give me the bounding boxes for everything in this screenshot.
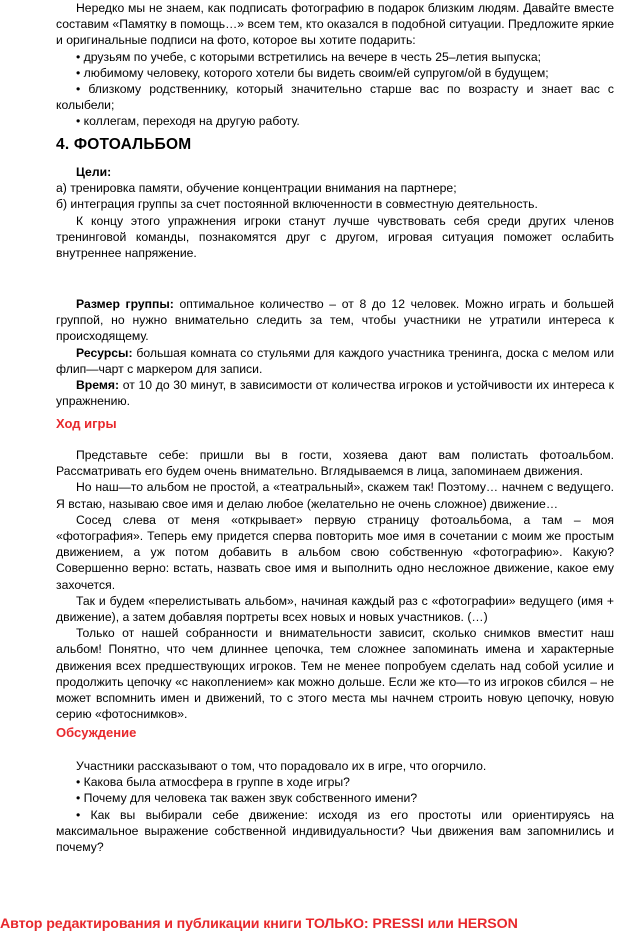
intro-bullet: • любимому человеку, которого хотели бы видеть своим/ей супругом/ой в будущем; [76,65,549,80]
game-paragraph: Представьте себе: пришли вы в гости, хозяева дают вам полистать фотоальбом. Рассматривать его будем очень внимательно. Вглядываемся в лица, запоминаем движения. [56,448,614,479]
discussion-block [56,758,614,855]
group-size [56,296,614,345]
intro-paragraph: Нередко мы не знаем, как подписать фотографию в подарок близким людям. Давайте вместе составим «Памятку в помощь…» всем тем, кто оказался в подобной ситуации. Предложите яркие и оригинальные подписи на фото, которое вы хотите подарить: [56,1,614,48]
intro-bullet: • близкому родственнику, который значительно старше вас по возрасту и знает вас с колыбели; [56,82,614,113]
intro-bullet: • коллегам, переходя на другую работу. [76,114,300,129]
group-size-label: Размер группы: [76,297,174,311]
discussion-intro: Участники рассказывают о том, что порадовало их в игре, что огорчило. [76,759,487,773]
goals-label: Цели: [76,165,112,179]
goals-paragraph: К концу этого упражнения игроки станут лучше чувствовать себя среди других членов тренинговой команды, познакомятся друг с другом, игровая ситуация поможет ослабить внутреннее напряжение. [56,213,614,261]
game-block [56,447,614,722]
resources-label: Ресурсы: [76,345,133,360]
time [56,377,614,409]
game-heading: Ход игры [56,416,117,431]
goals-block [56,164,614,261]
requirements-block [56,296,614,409]
game-paragraph: Но наш—то альбом не простой, а «театральный», скажем так! Поэтому… начнем с ведущего. Я встаю, называю свое имя и делаю любое (желательно не очень сложное) движение… [56,480,614,511]
group-size-text: оптимальное количество – от 8 до 12 человек. Можно играть и большей группой, но нужно внимательно следить за тем, чтобы участники не утратили интереса к происходящему. [56,297,614,344]
section-title: 4. ФОТОАЛЬБОМ [56,136,192,153]
resources [56,345,614,377]
intro-block [56,0,614,130]
intro-bullet: • друзьям по учебе, с которыми встретились на вечере в честь 25–летия выпуска; [76,49,542,64]
goal-item: б) интеграция группы за счет постоянной включенности в совместную деятельность. [56,197,538,212]
game-paragraph: Сосед слева от меня «открывает» первую страницу фотоальбома, а там – моя «фотография». Теперь ему придется сперва повторить мое имя в сочетании с моим же простым движением, а уж потом добавить в альбом свою собственную «фотографию». Какую? Совершенно верно: встать, назвать свое имя и выполнить одно несложное движение, какое ему захочется. [56,512,614,592]
resources-text: большая комната со стульями для каждого участника тренинга, доска с мелом или флип—чарт с маркером для записи. [56,345,614,376]
time-text: от 10 до 30 минут, в зависимости от количества игроков и устойчивости их интереса к упражнению. [56,378,614,409]
game-paragraph: Так и будем «перелистывать альбом», начиная каждый раз с «фотографии» ведущего (имя + движение), а затем добавляя портреты всех новых и новых участников. (…) [56,593,614,625]
discussion-bullet: • Как вы выбирали себе движение: исходя из его простоты или ориентируясь на максимальное выражение собственной индивидуальности? Чьи движения вам запомнились и почему? [56,807,614,855]
footer-notice: Автор редактирования и публикации книги ТОЛЬКО: PRESSI или HERSON [0,916,518,932]
goal-item: а) тренировка памяти, обучение концентрации внимания на партнере; [56,181,457,196]
discussion-bullet: • Почему для человека так важен звук собственного имени? [76,791,418,806]
game-paragraph: Только от нашей собранности и внимательности зависит, сколько снимков вместит наш альбом! Понятно, что чем длиннее цепочка, тем сложнее запоминать имена и характерные движения всех предшествующих игроков. Тем не менее попробуем сделать над собой усилие и продолжить цепочку «с накоплением» как можно дольше. Если же кто—то из игроков сбился – не может вспомнить имен и движений, то с этого места мы начнем строить новую цепочку, новую серию «фотоснимков». [56,626,614,722]
time-label: Время: [76,378,120,393]
discussion-bullet: • Какова была атмосфера в группе в ходе игры? [76,775,350,790]
discussion-heading: Обсуждение [56,725,137,740]
